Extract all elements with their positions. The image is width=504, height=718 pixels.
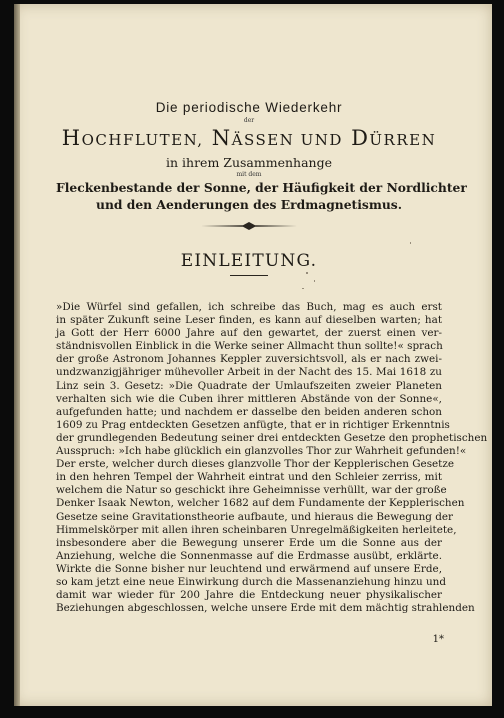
body-line: damit war wieder für 200 Jahre die Entdeckung neuer physikalischer bbox=[56, 589, 442, 602]
series-title: Die periodische Wiederkehr bbox=[155, 100, 343, 115]
paper-speck bbox=[410, 242, 411, 244]
body-line: welchem die Natur so geschickt ihre Geheimnisse verhüllt, war der große bbox=[56, 484, 447, 497]
body-line: Denker Isaak Newton, welcher 1682 auf dem Fundamente der Kepplerischen bbox=[56, 497, 465, 510]
body-line: in später Zukunft seine Leser finden, es kann auf dieselben warten; hat bbox=[56, 314, 442, 327]
body-line: Der erste, welcher durch dieses glanzvolle Thor der Kepplerischen Gesetze bbox=[56, 458, 454, 471]
decorative-rule-icon bbox=[199, 221, 299, 231]
body-line: Ausspruch: »Ich habe glücklich ein glanzvolles Thor zur Wahrheit gefunden!« bbox=[56, 445, 467, 458]
page-content bbox=[56, 100, 488, 615]
body-line: der große Astronom Johannes Keppler zuversichtsvoll, als er nach zwei- bbox=[56, 353, 442, 366]
small-der-text: der bbox=[243, 117, 255, 124]
main-title-part-3: ÜRREN bbox=[369, 131, 437, 149]
main-title-part-2: ÄSSEN UND bbox=[231, 131, 343, 149]
body-line: Linz sein 3. Gesetz: »Die Quadrate der Umlaufszeiten zweier Planeten bbox=[56, 379, 442, 392]
book-page bbox=[14, 4, 492, 706]
main-title-h: H bbox=[61, 126, 82, 150]
body-line: insbesondere aber die Bewegung unserer Erde um die Sonne aus der bbox=[56, 536, 442, 549]
paper-speck bbox=[314, 280, 315, 282]
body-line: »Die Würfel sind gefallen, ich schreibe das Buch, mag es auch erst bbox=[56, 301, 442, 313]
body-line: Gesetze seine Gravitationstheorie aufbaute, und hieraus die Bewegung der bbox=[56, 510, 454, 523]
body-line: Beziehungen abgeschlossen, welche unsere Erde mit dem mächtig strahlenden bbox=[56, 602, 475, 615]
paper-speck bbox=[306, 272, 308, 274]
body-line: Himmelskörper mit allen ihren scheinbaren Unregelmäßigkeiten herleitete, bbox=[56, 523, 457, 536]
main-title-d: D bbox=[351, 126, 370, 150]
bold-subtitle-line-2: und den Aenderungen des Erdmagnetismus. bbox=[96, 197, 402, 212]
body-line: undzwanzigjähriger mühevoller Arbeit in der Nacht des 15. Mai 1618 zu bbox=[56, 366, 442, 379]
subtitle: in ihrem Zusammenhange bbox=[166, 155, 332, 170]
section-heading: EINLEITUNG. bbox=[180, 251, 318, 271]
paper-speck bbox=[302, 288, 304, 289]
heading-underline bbox=[230, 275, 268, 276]
body-line: 1609 zu Prag entdeckten Gesetzen anfügte, that er in richtiger Erkenntnis bbox=[56, 418, 450, 431]
body-line: aufgefunden hatte; und nachdem er dasselbe den beiden anderen schon bbox=[56, 405, 442, 418]
bold-subtitle-line-1: Fleckenbestande der Sonne, der Häufigkeit der Nordlichter bbox=[56, 180, 467, 195]
body-line: ständnisvollen Einblick in die Werke seiner Allmacht thun sollte!« sprach bbox=[56, 340, 443, 353]
body-line: Wirkte die Sonne bisher nur leuchtend und erwärmend auf unsere Erde, bbox=[56, 562, 442, 575]
page-binding-edge bbox=[14, 4, 20, 706]
main-title bbox=[56, 126, 442, 150]
mit-dem-text: mit dem bbox=[236, 171, 262, 178]
page-number: 1* bbox=[432, 634, 444, 645]
body-text bbox=[56, 301, 488, 615]
main-title-n: N bbox=[211, 126, 232, 150]
main-title-part-1: OCHFLUTEN, bbox=[81, 131, 204, 149]
body-line: verhalten sich wie die Cuben ihrer mittleren Abstände von der Sonne«, bbox=[56, 392, 442, 405]
body-line: der grundlegenden Bedeutung seiner drei entdeckten Gesetze den prophetischen bbox=[56, 431, 488, 444]
body-line: in den hehren Tempel der Wahrheit eintrat und den Schleier zerriss, mit bbox=[56, 471, 442, 484]
body-line: Anziehung, welche die Sonnenmasse auf die Erdmasse ausübt, erklärte. bbox=[56, 549, 442, 562]
body-line: so kam jetzt eine neue Einwirkung durch die Massenanziehung hinzu und bbox=[56, 575, 447, 588]
body-line: ja Gott der Herr 6000 Jahre auf den gewartet, der zuerst einen ver- bbox=[56, 327, 442, 340]
